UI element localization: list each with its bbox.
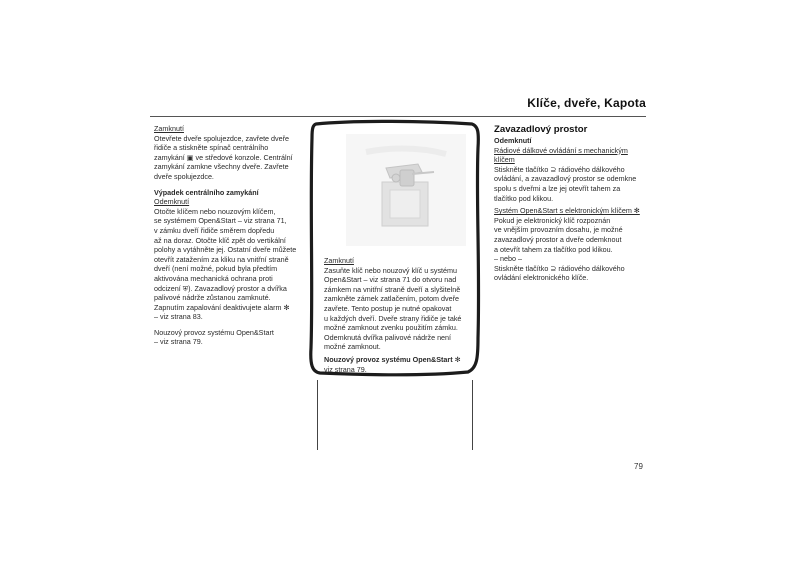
right-odemknuti-heading: Odemknutí: [494, 136, 532, 145]
right-system-heading: Systém Open&Start s elektronickým klíčem ✻: [494, 206, 640, 216]
left-text-line: dveří (není možné, pokud byla předtím: [154, 264, 278, 274]
right-text-line: ovládání elektronického klíče.: [494, 273, 589, 283]
right-text-line: zavazadlový prostor a dveře odemknout: [494, 234, 622, 244]
middle-text-line: zámkem na vnitřní straně dveří a slyšitelně: [324, 284, 461, 294]
right-text-line: tlačítko pod klikou.: [494, 193, 554, 203]
left-text-line: polohy a vytáhněte jej. Ostatní dveře můžete: [154, 245, 297, 255]
left-text-line: Zapnutím zapalování deaktivujete alarm ✻: [154, 302, 290, 312]
middle-text-line: zamkněte zámek zatlačením, potom dveře: [324, 294, 460, 304]
left-odemknuti-heading: Odemknutí: [154, 197, 190, 207]
left-text-line: se systémem Open&Start – viz strana 71,: [154, 216, 287, 226]
left-text-line: v zámku dveří řidiče směrem dopředu: [154, 225, 275, 235]
lock-illustration: [346, 134, 466, 246]
middle-nouzovy-heading: Nouzový provoz systému Open&Start ✻: [324, 354, 461, 364]
left-text-line: – viz strana 83.: [154, 312, 203, 322]
left-text-line: Nouzový provoz systému Open&Start: [154, 327, 274, 337]
middle-text-line: zavřete. Tento postup je nutné opakovat: [324, 303, 452, 313]
door-lock-photo: [346, 134, 466, 246]
right-text-line: a otevřít tahem za tlačítko pod klikou.: [494, 244, 613, 254]
right-text-line: ovládání, a zavazadlový prostor se odemkne: [494, 174, 637, 184]
section-title: Klíče, dveře, Kapota: [527, 96, 646, 110]
left-text-line: Otevřete dveře spolujezdce, zavřete dveře: [154, 133, 290, 143]
middle-text-line: možné zamknout.: [324, 342, 381, 352]
left-text-line: až na doraz. Otočte klíč zpět do vertikální: [154, 235, 286, 245]
left-zamknuti-heading: Zamknutí: [154, 124, 184, 133]
middle-text-line: u každých dveří. Dveře strany řidiče je také: [324, 313, 462, 323]
middle-nouzovy-ref: viz strana 79.: [324, 364, 367, 374]
left-vypadek-heading: Výpadek centrálního zamykání: [154, 187, 259, 197]
middle-text-line: Open&Start – viz strana 71 do otvoru nad: [324, 275, 457, 285]
right-text-line: spolu s dveřmi a lze jej otevřít tahem za: [494, 183, 621, 193]
right-text-line: – nebo –: [494, 254, 522, 264]
right-radiove-heading: klíčem: [494, 155, 515, 165]
right-text-line: Pokud je elektronický klíč rozpoznán: [494, 215, 611, 225]
right-text-line: Stiskněte tlačítko ⊇ rádiového dálkového: [494, 263, 625, 273]
left-text-line: odcizení ⛨). Zavazadlový prostor a dvířka: [154, 283, 287, 293]
middle-text-line: Zasuňte klíč nebo nouzový klíč u systému: [324, 265, 458, 275]
left-text-line: palivové nádrže zůstanou zamknuté.: [154, 293, 271, 303]
left-text-line: – viz strana 79.: [154, 337, 203, 347]
left-text-line: aktivována mechanická ochrana proti: [154, 273, 273, 283]
page-header: [150, 96, 646, 114]
left-text-line: dveře spolujezdce.: [154, 171, 214, 181]
right-section-heading: Zavazadlový prostor: [494, 124, 588, 135]
column-divider-right: [472, 380, 473, 450]
middle-text: [324, 256, 474, 374]
left-column: [154, 124, 306, 347]
left-text-line: Otočte klíčem nebo nouzovým klíčem,: [154, 206, 276, 216]
middle-zamknuti-heading: Zamknutí: [324, 256, 354, 265]
middle-text-line: Odemknutá dvířka palivové nádrže není: [324, 332, 452, 342]
right-text-line: ve vnějším provozním dosahu, je možné: [494, 225, 623, 235]
column-divider-left: [317, 380, 318, 450]
left-text-line: zamykání ▣ ve středové konzole. Centrální: [154, 152, 293, 162]
header-rule: [150, 116, 646, 117]
right-text-line: Stiskněte tlačítko ⊇ rádiového dálkového: [494, 164, 625, 174]
left-text-line: řidiče a stiskněte spínač centrálního: [154, 143, 269, 153]
left-text-line: zamykání zamkne všechny dveře. Zavřete: [154, 162, 289, 172]
page-number: 79: [634, 462, 643, 471]
left-text-line: otevřít zatažením za kliku na vnitřní straně: [154, 254, 289, 264]
middle-text-line: možné zamknout zvenku použitím zámku.: [324, 323, 458, 333]
right-radiove-heading: Rádiové dálkové ovládání s mechanickým: [494, 145, 628, 155]
right-column: [494, 124, 646, 283]
